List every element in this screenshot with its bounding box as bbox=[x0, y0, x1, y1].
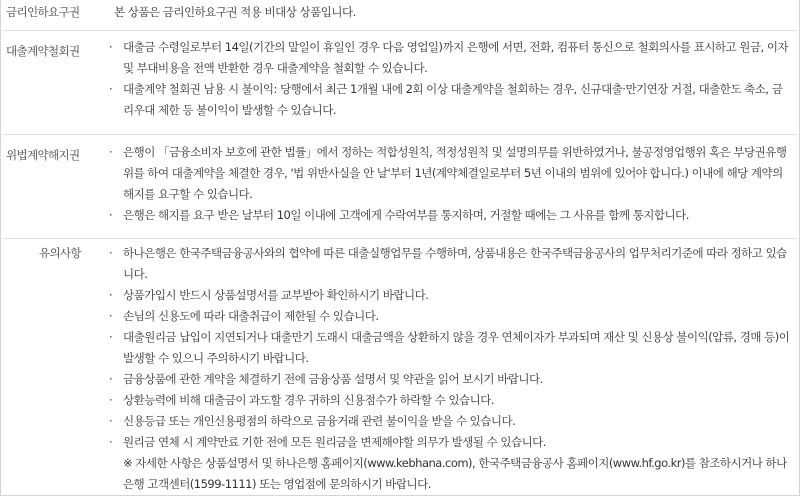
bullet-icon: · bbox=[109, 82, 113, 96]
reference-note: ※ 자세한 사항은 상품설명서 및 하나은행 홈페이지(www.kebhana.com), 한국주택금융공사 홈페이지(www.hf.go.kr)를 참조하시거나 하나은행 고객센터(1599-1111) 또는 영업점에 문의하시기 바랍니다. bbox=[123, 456, 787, 491]
bullet-icon: · bbox=[109, 288, 113, 302]
bullet-icon: · bbox=[109, 414, 113, 428]
bullet-icon: · bbox=[109, 372, 113, 386]
list-item: · 하나은행은 한국주택금융공사와의 협약에 따른 대출실행업무를 수행하며, 상품내용은 한국주택금융공사의 업무처리기준에 따라 정하고 있습니다. bbox=[109, 243, 791, 285]
list-item: · 대출원리금 납입이 지연되거나 대출만기 도래시 대출금액을 상환하지 않을 경우 연체이자가 부과되며 재산 및 신용상 불이익(압류, 경매 등)이 발생할 수 있으니 주의하시기 바랍니다. bbox=[109, 327, 791, 369]
list-item: · 상품가입시 반드시 상품설명서를 교부받아 확인하시기 바랍니다. bbox=[109, 285, 791, 306]
list-item: · 대출계약 철회권 남용 시 불이익: 당행에서 최근 1개월 내에 2회 이상 대출계약을 철회하는 경우, 신규대출·만기연장 거절, 대출한도 축소, 금리우대 제한 등 불이익이 발생할 수 있습니다. bbox=[109, 79, 791, 121]
list-item: · 금융상품에 관한 계약을 체결하기 전에 금융상품 설명서 및 약관을 읽어 보시기 바랍니다. bbox=[109, 369, 791, 390]
section-content bbox=[109, 243, 791, 495]
list-item: · 신용등급 또는 개인신용평점의 하락으로 금융거래 관련 불이익을 받을 수 있습니다. bbox=[109, 411, 791, 432]
section-label: 금리인하요구권 bbox=[6, 5, 80, 19]
section-illegal-contract-termination bbox=[0, 135, 798, 239]
bullet-icon: · bbox=[109, 330, 113, 344]
section-precautions bbox=[0, 239, 798, 495]
section-content bbox=[109, 37, 791, 121]
list-item: · 손님의 신용도에 따라 대출취급이 제한될 수 있습니다. bbox=[109, 306, 791, 327]
list-item: · 대출금 수령일로부터 14일(기간의 말일이 휴일인 경우 다음 영업일)까지 은행에 서면, 전화, 컴퓨터 통신으로 철회의사를 표시하고 원금, 이자 및 부대비용을 전액 반환한 경우 대출계약을 철회할 수 있습니다. bbox=[109, 37, 791, 79]
list-item: · 은행이 「금융소비자 보호에 관한 법률」에서 정하는 적합성원칙, 적정성원칙 및 설명의무를 위반하였거나, 불공정영업행위 혹은 부당권유행위를 하여 대출계약을 체결한 경우, '법 위반사실을 안 날'부터 1년(계약체결일로부터 5년 이내의 범위에 있어야 합니다.) 이내에 해당 계약의 해지를 요구할 수 있습니다. bbox=[109, 142, 791, 205]
list-item: · 은행은 해지를 요구 받은 날부터 10일 이내에 고객에게 수락여부를 통지하며, 거절할 때에는 그 사유를 함께 통지합니다. bbox=[109, 205, 791, 226]
list-item: · 상환능력에 비해 대출금이 과도할 경우 귀하의 신용점수가 하락할 수 있습니다. bbox=[109, 390, 791, 411]
section-label: 위법계약해지권 bbox=[6, 148, 80, 162]
bullet-icon: · bbox=[109, 208, 113, 222]
bullet-icon: · bbox=[109, 40, 113, 54]
section-text: 본 상품은 금리인하요구권 적용 비대상 상품입니다. bbox=[114, 5, 356, 19]
bullet-icon: · bbox=[109, 145, 113, 159]
bullet-icon: · bbox=[109, 393, 113, 407]
section-interest-reduction bbox=[0, 0, 798, 31]
section-withdrawal-right bbox=[0, 31, 798, 135]
bullet-icon: · bbox=[109, 246, 113, 260]
section-content bbox=[109, 142, 791, 226]
section-content bbox=[109, 2, 791, 23]
section-label: 유의사항 bbox=[38, 246, 82, 260]
bullet-icon: · bbox=[109, 435, 113, 449]
list-item: · 원리금 연체 시 계약만료 기한 전에 모든 원리금을 변제해야할 의무가 발생될 수 있습니다. bbox=[109, 432, 791, 453]
section-label: 대출계약철회권 bbox=[6, 44, 80, 58]
bullet-icon: · bbox=[109, 309, 113, 323]
